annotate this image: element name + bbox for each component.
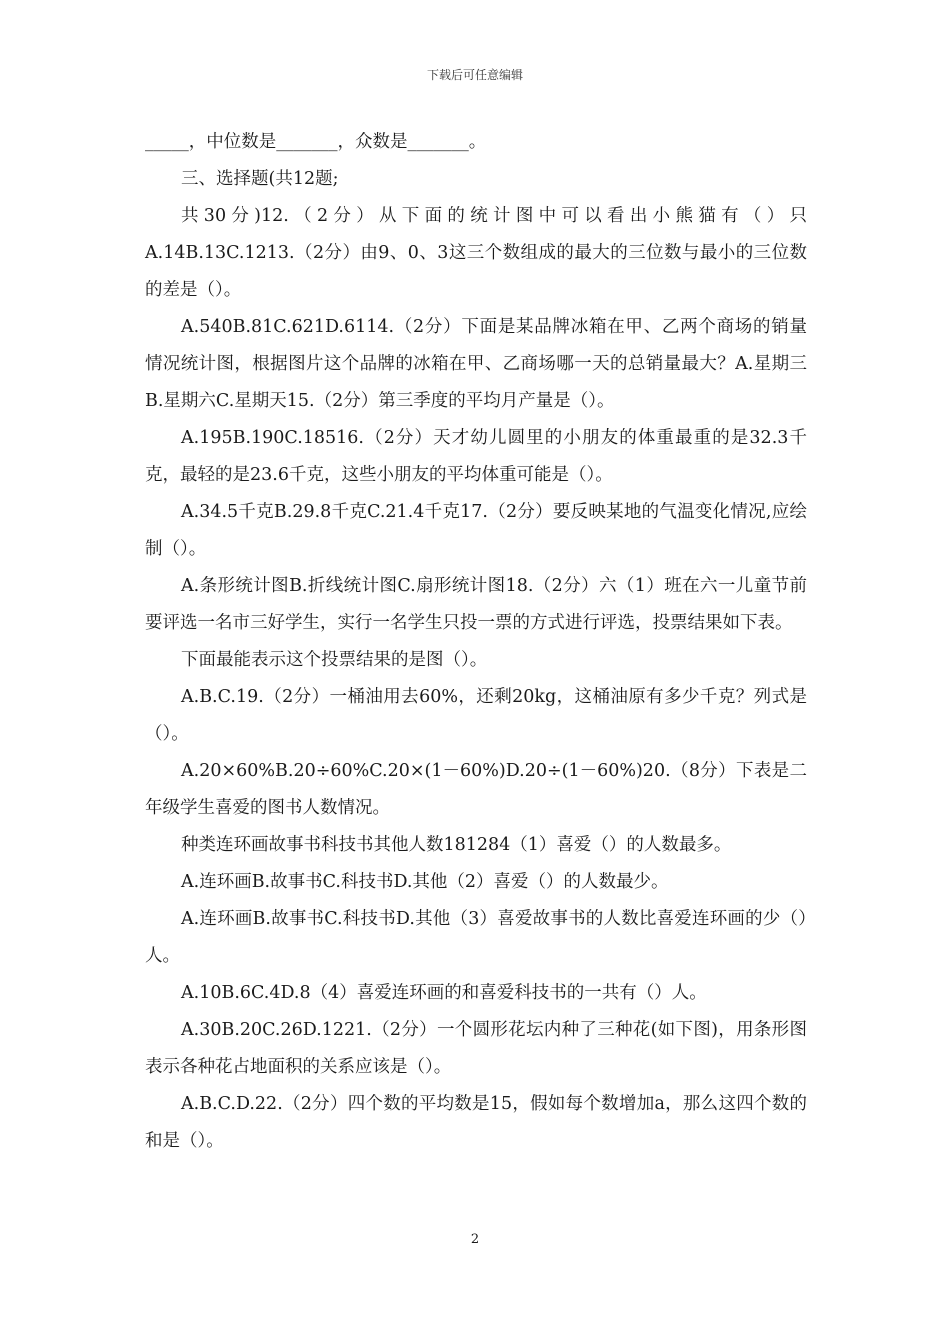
paragraph-q20: A.20×60%B.20÷60%C.20×(1－60%)D.20÷(1－60%)20.（8分）下表是二年级学生喜爱的图书人数情况。 [145, 761, 807, 818]
paragraph-q18-prompt: 下面最能表示这个投票结果的是图（）。 [181, 650, 488, 670]
document-body [145, 124, 807, 1160]
paragraph-q21: A.30B.20C.26D.1221.（2分）一个圆形花坛内种了三种花(如下图)，用条形图表示各种花占地面积的关系应该是（）。 [145, 1020, 807, 1077]
paragraph-q17: A.34.5千克B.29.8千克C.21.4千克17.（2分）要反映某地的气温变化情况,应绘制（）。 [145, 502, 807, 559]
paragraph-q19: A.B.C.19.（2分）一桶油用去60%，还剩20kg，这桶油原有多少千克？列式是（）。 [145, 687, 807, 744]
page-header: 下载后可任意编辑 [426, 68, 523, 82]
paragraph-q20-part4: A.10B.6C.4D.8（4）喜爱连环画的和喜爱科技书的一共有（）人。 [181, 983, 707, 1003]
paragraph-q22: A.B.C.D.22.（2分）四个数的平均数是15，假如每个数增加a，那么这四个数的和是（）。 [145, 1094, 807, 1151]
section-heading-choice: 三、选择题(共12题; [181, 169, 339, 189]
paragraph-q20-table: 种类连环画故事书科技书其他人数181284（1）喜爱（）的人数最多。 [181, 835, 732, 855]
page-number: 2 [470, 1232, 480, 1247]
paragraph-median-mode: _____，中位数是_______，众数是_______。 [145, 132, 487, 152]
paragraph-q18: A.条形统计图B.折线统计图C.扇形统计图18.（2分）六（1）班在六一儿童节前要评选一名市三好学生，实行一名学生只投一票的方式进行评选，投票结果如下表。 [145, 576, 807, 633]
paragraph-q20-part3: A.连环画B.故事书C.科技书D.其他（3）喜爱故事书的人数比喜爱连环画的少（）人。 [145, 909, 807, 966]
paragraph-q14-q15: A.540B.81C.621D.6114.（2分）下面是某品牌冰箱在甲、乙两个商场的销量情况统计图，根据图片这个品牌的冰箱在甲、乙商场哪一天的总销量最大？A.星期三B.星期六C.星期天15.（2分）第三季度的平均月产量是（）。 [145, 317, 807, 411]
paragraph-q12-q13: 共30分)12.（2分）从下面的统计图中可以看出小熊猫有（）只A.14B.13C.1213.（2分）由9、0、3这三个数组成的最大的三位数与最小的三位数的差是（）。 [145, 206, 807, 300]
paragraph-q16: A.195B.190C.18516.（2分）天才幼儿圆里的小朋友的体重最重的是32.3千克，最轻的是23.6千克，这些小朋友的平均体重可能是（）。 [145, 428, 807, 485]
paragraph-q20-part2: A.连环画B.故事书C.科技书D.其他（2）喜爱（）的人数最少。 [181, 872, 669, 892]
